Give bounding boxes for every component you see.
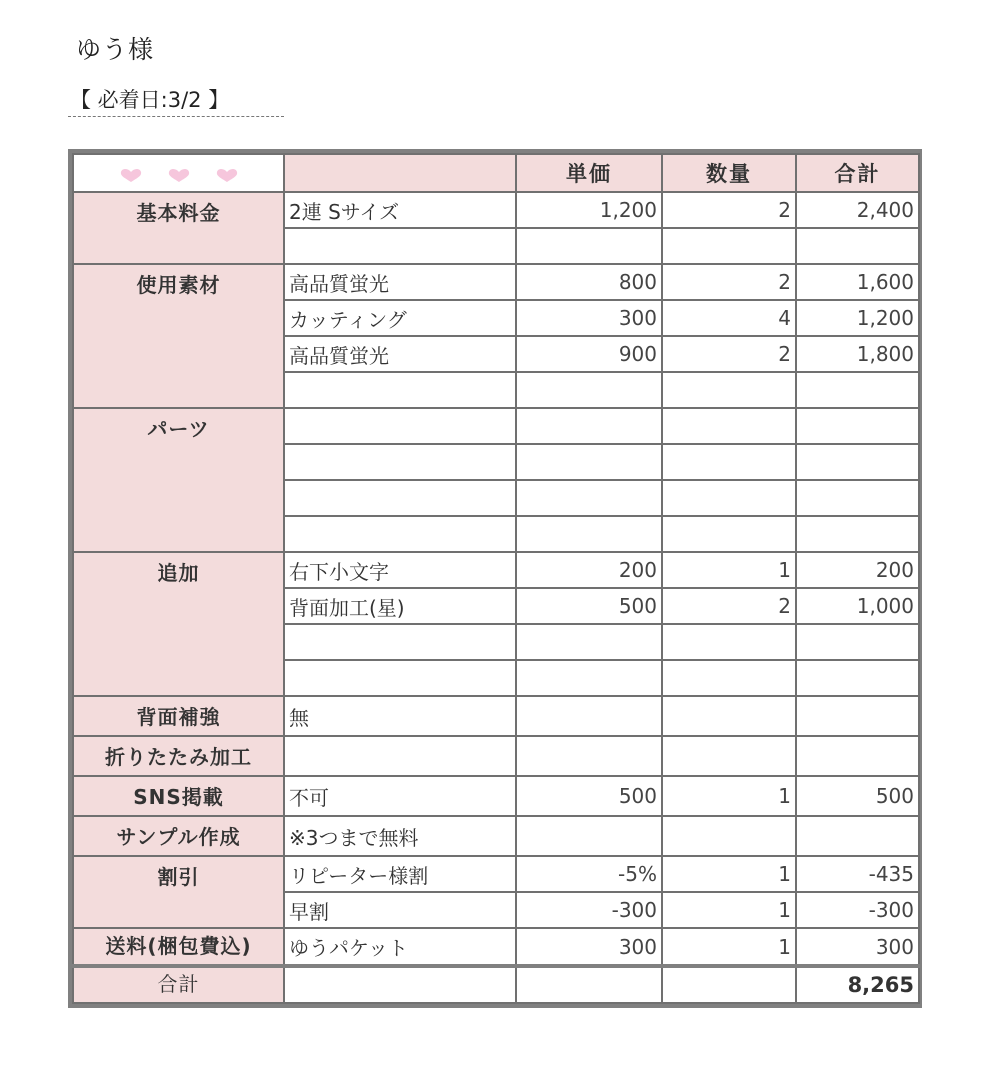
line-total-cell[interactable] [796, 696, 919, 736]
quantity-cell[interactable]: 4 [662, 300, 796, 336]
section-label-sns-posting: SNS掲載 [73, 776, 284, 816]
quantity-cell[interactable]: 1 [662, 552, 796, 588]
section-label-back-reinforcement: 背面補強 [73, 696, 284, 736]
heart-icon [120, 168, 142, 182]
unit-price-cell[interactable] [516, 696, 662, 736]
quantity-cell[interactable] [662, 660, 796, 696]
header-quantity: 数量 [662, 154, 796, 192]
unit-price-cell[interactable] [516, 372, 662, 408]
quantity-cell[interactable] [662, 736, 796, 776]
table-row [73, 776, 919, 816]
unit-price-cell[interactable]: 500 [516, 588, 662, 624]
unit-price-cell[interactable] [516, 816, 662, 856]
item-cell[interactable]: ※3つまで無料 [284, 816, 516, 856]
item-cell[interactable]: 無 [284, 696, 516, 736]
unit-price-cell[interactable]: 500 [516, 776, 662, 816]
unit-price-cell[interactable]: -300 [516, 892, 662, 928]
line-total-cell[interactable] [796, 660, 919, 696]
unit-price-cell[interactable] [516, 408, 662, 444]
quantity-cell[interactable]: 2 [662, 336, 796, 372]
quantity-cell[interactable]: 1 [662, 928, 796, 966]
header-total: 合計 [796, 154, 919, 192]
line-total-cell[interactable] [796, 516, 919, 552]
deadline-label: 【 必着日:3/2 】 [68, 84, 284, 117]
unit-price-cell[interactable]: 200 [516, 552, 662, 588]
quantity-cell[interactable] [662, 372, 796, 408]
line-total-cell[interactable] [796, 228, 919, 264]
table-row [73, 856, 919, 892]
quantity-cell[interactable]: 1 [662, 776, 796, 816]
heart-icon [168, 168, 190, 182]
section-label-discount: 割引 [73, 856, 284, 928]
item-cell[interactable] [284, 516, 516, 552]
quantity-cell[interactable] [662, 696, 796, 736]
line-total-cell[interactable]: -435 [796, 856, 919, 892]
section-label-sample: サンプル作成 [73, 816, 284, 856]
unit-price-cell[interactable] [516, 624, 662, 660]
line-total-cell[interactable] [796, 816, 919, 856]
unit-price-cell[interactable] [516, 516, 662, 552]
item-cell[interactable] [284, 444, 516, 480]
line-total-cell[interactable]: 200 [796, 552, 919, 588]
line-total-cell[interactable] [796, 480, 919, 516]
quantity-cell[interactable]: 1 [662, 856, 796, 892]
item-cell[interactable] [284, 660, 516, 696]
item-cell[interactable] [284, 372, 516, 408]
quantity-cell[interactable]: 2 [662, 192, 796, 228]
quantity-cell [662, 966, 796, 1003]
table-row [73, 696, 919, 736]
table-header-row [73, 154, 919, 192]
unit-price-cell[interactable]: 900 [516, 336, 662, 372]
grand-total-row [73, 966, 919, 1003]
section-label-base-fee: 基本料金 [73, 192, 284, 264]
unit-price-cell[interactable]: 1,200 [516, 192, 662, 228]
grand-total-value: 8,265 [796, 966, 919, 1003]
line-total-cell[interactable] [796, 408, 919, 444]
line-total-cell[interactable]: 1,800 [796, 336, 919, 372]
item-cell[interactable]: 早割 [284, 892, 516, 928]
item-cell[interactable]: 高品質蛍光 [284, 264, 516, 300]
item-cell[interactable]: 2連 Sサイズ [284, 192, 516, 228]
line-total-cell[interactable]: 1,600 [796, 264, 919, 300]
section-label-additions: 追加 [73, 552, 284, 696]
unit-price-cell[interactable]: 300 [516, 928, 662, 966]
unit-price-cell[interactable] [516, 660, 662, 696]
item-cell[interactable] [284, 624, 516, 660]
section-label-folding: 折りたたみ加工 [73, 736, 284, 776]
item-cell[interactable]: 背面加工(星) [284, 588, 516, 624]
line-total-cell[interactable] [796, 736, 919, 776]
unit-price-cell [516, 966, 662, 1003]
item-cell[interactable]: ゆうパケット [284, 928, 516, 966]
quantity-cell[interactable] [662, 624, 796, 660]
grand-total-label: 合計 [73, 966, 284, 1003]
estimate-table [68, 149, 922, 1008]
unit-price-cell[interactable]: -5% [516, 856, 662, 892]
quantity-cell[interactable] [662, 816, 796, 856]
table-row [73, 408, 919, 444]
unit-price-cell[interactable] [516, 736, 662, 776]
header-item [284, 154, 516, 192]
unit-price-cell[interactable] [516, 480, 662, 516]
item-cell [284, 966, 516, 1003]
line-total-cell[interactable]: 500 [796, 776, 919, 816]
header-unit-price: 単価 [516, 154, 662, 192]
item-cell[interactable]: 不可 [284, 776, 516, 816]
quantity-cell[interactable] [662, 516, 796, 552]
table-row [73, 264, 919, 300]
section-label-shipping: 送料(梱包費込) [73, 928, 284, 966]
table-row [73, 816, 919, 856]
unit-price-cell[interactable]: 300 [516, 300, 662, 336]
line-total-cell[interactable]: 2,400 [796, 192, 919, 228]
line-total-cell[interactable]: -300 [796, 892, 919, 928]
table-row [73, 552, 919, 588]
item-cell[interactable] [284, 480, 516, 516]
line-total-cell[interactable] [796, 624, 919, 660]
quantity-cell[interactable] [662, 444, 796, 480]
unit-price-cell[interactable]: 800 [516, 264, 662, 300]
section-label-materials: 使用素材 [73, 264, 284, 408]
item-cell[interactable]: カッティング [284, 300, 516, 336]
line-total-cell[interactable] [796, 372, 919, 408]
item-cell[interactable]: リピーター様割 [284, 856, 516, 892]
table-row [73, 736, 919, 776]
quantity-cell[interactable] [662, 480, 796, 516]
item-cell[interactable] [284, 736, 516, 776]
quantity-cell[interactable]: 1 [662, 892, 796, 928]
unit-price-cell[interactable] [516, 444, 662, 480]
item-cell[interactable] [284, 228, 516, 264]
line-total-cell[interactable]: 1,200 [796, 300, 919, 336]
quantity-cell[interactable] [662, 228, 796, 264]
hearts-decoration [73, 154, 284, 192]
heart-icon [216, 168, 238, 182]
table-row [73, 928, 919, 966]
line-total-cell[interactable]: 300 [796, 928, 919, 966]
unit-price-cell[interactable] [516, 228, 662, 264]
line-total-cell[interactable] [796, 444, 919, 480]
section-label-parts: パーツ [73, 408, 284, 552]
quantity-cell[interactable]: 2 [662, 264, 796, 300]
table-row [73, 192, 919, 228]
item-cell[interactable]: 右下小文字 [284, 552, 516, 588]
customer-name: ゆう様 [76, 35, 155, 64]
line-total-cell[interactable]: 1,000 [796, 588, 919, 624]
item-cell[interactable]: 高品質蛍光 [284, 336, 516, 372]
quantity-cell[interactable] [662, 408, 796, 444]
item-cell[interactable] [284, 408, 516, 444]
quantity-cell[interactable]: 2 [662, 588, 796, 624]
